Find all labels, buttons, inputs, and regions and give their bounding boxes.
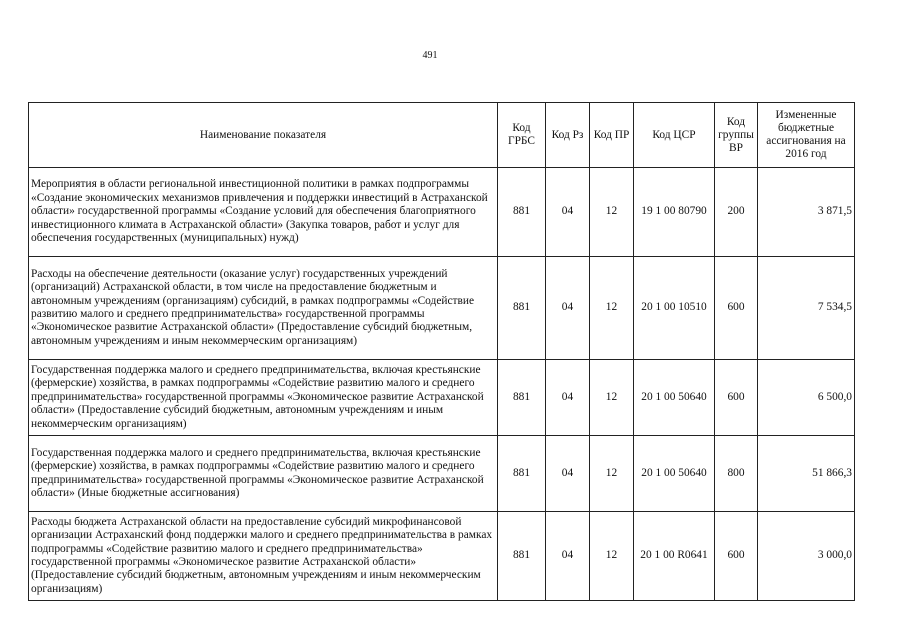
row-grbs: 881: [498, 512, 546, 601]
row-pr: 12: [590, 257, 634, 360]
row-rz: 04: [546, 168, 590, 257]
row-name: Государственная поддержка малого и среднего предпринимательства, включая крестьянские (фермерские) хозяйства, в рамках подпрограммы «Содействие развитию малого и среднего предпринимательства» государственной программы «Экономическое развитие Астраханской области» (Иные бюджетные ассигнования): [29, 436, 498, 512]
row-rz: 04: [546, 360, 590, 436]
row-amount: 6 500,0: [758, 360, 855, 436]
row-csr: 20 1 00 10510: [634, 257, 715, 360]
header-grbs: Код ГРБС: [498, 103, 546, 168]
row-pr: 12: [590, 436, 634, 512]
header-pr: Код ПР: [590, 103, 634, 168]
row-vr: 600: [715, 257, 758, 360]
row-name: Расходы бюджета Астраханской области на предоставление субсидий микрофинансовой организации Астраханский фонд поддержки малого и среднего предпринимательства в рамках подпрограммы «Содействие развитию малого и среднего предпринимательства» государственной программы «Экономическое развитие Астраханской области» (Предоставление субсидий бюджетным, автономным учреждениям и иным некоммерческим организациям): [29, 512, 498, 601]
header-vr: Код группы ВР: [715, 103, 758, 168]
row-csr: 20 1 00 R0641: [634, 512, 715, 601]
table-header-row: [29, 103, 855, 168]
row-rz: 04: [546, 257, 590, 360]
row-rz: 04: [546, 436, 590, 512]
row-amount: 3 871,5: [758, 168, 855, 257]
row-csr: 20 1 00 50640: [634, 360, 715, 436]
row-vr: 600: [715, 512, 758, 601]
row-amount: 51 866,3: [758, 436, 855, 512]
header-name: Наименование показателя: [29, 103, 498, 168]
row-vr: 800: [715, 436, 758, 512]
row-pr: 12: [590, 360, 634, 436]
row-rz: 04: [546, 512, 590, 601]
row-name: Расходы на обеспечение деятельности (оказание услуг) государственных учреждений (организаций) Астраханской области, в том числе на предоставление бюджетным и автономным учреждениям (организациям) субсидий, в рамках подпрограммы «Содействие развитию малого и среднего предпринимательства» государственной программы «Экономическое развитие Астраханской области» (Предоставление субсидий бюджетным, автономным учреждениям и иным некоммерческим организациям): [29, 257, 498, 360]
row-pr: 12: [590, 512, 634, 601]
row-amount: 7 534,5: [758, 257, 855, 360]
budget-table: [28, 102, 855, 601]
table-row: [29, 360, 855, 436]
table-row: [29, 436, 855, 512]
header-csr: Код ЦСР: [634, 103, 715, 168]
row-amount: 3 000,0: [758, 512, 855, 601]
row-grbs: 881: [498, 360, 546, 436]
row-csr: 20 1 00 50640: [634, 436, 715, 512]
row-grbs: 881: [498, 168, 546, 257]
table-row: [29, 512, 855, 601]
row-name: Государственная поддержка малого и среднего предпринимательства, включая крестьянские (фермерские) хозяйства, в рамках подпрограммы «Содействие развитию малого и среднего предпринимательства» государственной программы «Экономическое развитие Астраханской области» (Предоставление субсидий бюджетным, автономным учреждениям и иным некоммерческим организациям): [29, 360, 498, 436]
row-grbs: 881: [498, 257, 546, 360]
header-rz: Код Рз: [546, 103, 590, 168]
table-row: [29, 168, 855, 257]
row-name: Мероприятия в области региональной инвестиционной политики в рамках подпрограммы «Создание экономических механизмов привлечения и поддержки инвестиций в Астраханской области» государственной программы «Создание условий для обеспечения благоприятного инвестиционного климата в Астраханской области» (Закупка товаров, работ и услуг для обеспечения государственных (муниципальных) нужд): [29, 168, 498, 257]
row-grbs: 881: [498, 436, 546, 512]
page-number: 491: [422, 50, 438, 61]
row-vr: 600: [715, 360, 758, 436]
row-csr: 19 1 00 80790: [634, 168, 715, 257]
row-pr: 12: [590, 168, 634, 257]
row-vr: 200: [715, 168, 758, 257]
table-row: [29, 257, 855, 360]
header-amount: Измененные бюджетные ассигнования на 2016 год: [758, 103, 855, 168]
